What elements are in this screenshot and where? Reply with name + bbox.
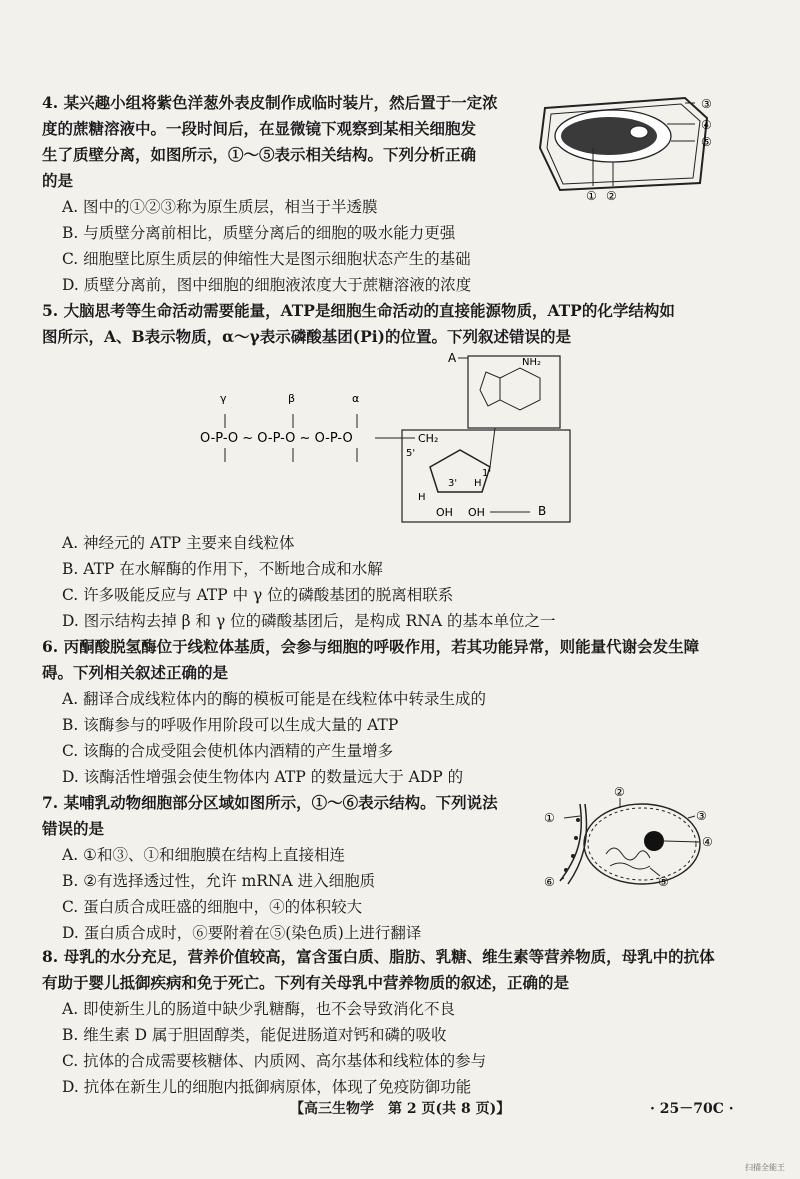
oh-left: OH	[436, 506, 453, 519]
q4-option-d: D. 质壁分离前，图中细胞的细胞液浓度大于蔗糖溶液的浓度	[62, 276, 472, 294]
question-6	[42, 634, 772, 790]
q4-stem-line: 生了质壁分离，如图所示，①～⑤表示相关结构。下列分析正确	[42, 145, 477, 164]
question-5-options	[42, 530, 772, 634]
c5-label: 5'	[406, 448, 416, 459]
q8-option-d: D. 抗体在新生儿的细胞内抵御病原体，体现了免疫防御功能	[62, 1078, 472, 1096]
q8-stem-line: 有助于婴儿抵御疾病和免于死亡。下列有关母乳中营养物质的叙述，正确的是	[42, 973, 570, 992]
q5-option-d: D. 图示结构去掉 β 和 γ 位的磷酸基团后，是构成 RNA 的基本单位之一	[62, 612, 556, 630]
fig7-label-5: ⑤	[658, 875, 669, 889]
fig4-label-3: ③	[701, 97, 712, 111]
er-membrane	[560, 804, 581, 881]
q4-stem-line: 4. 某兴趣小组将紫色洋葱外表皮制作成临时装片，然后置于一定浓	[42, 93, 498, 112]
fig4-label-1: ①	[586, 189, 597, 203]
fig7-label-6: ⑥	[544, 875, 555, 889]
q6-stem-line: 碍。下列相关叙述正确的是	[42, 663, 229, 682]
q4-cell-figure	[535, 88, 725, 208]
q8-stem-line: 8. 母乳的水分充足，营养价值较高，富含蛋白质、脂肪、乳糖、维生素等营养物质，母乳中的抗体	[42, 947, 715, 966]
question-5	[42, 298, 772, 350]
footer-page-info: 【高三生物学 第 2 页(共 8 页)】	[290, 1101, 511, 1117]
fig4-label-4: ④	[701, 118, 712, 132]
adenine-ring	[500, 368, 540, 410]
scanner-watermark: 扫描全能王	[745, 1163, 785, 1172]
beta-label: β	[288, 392, 296, 405]
q7-option-a: A. ①和③、①和细胞膜在结构上直接相连	[62, 846, 345, 864]
fig7-label-3: ③	[696, 809, 707, 823]
q6-option-d: D. 该酶活性增强会使生物体内 ATP 的数量远大于 ADP 的	[62, 768, 464, 786]
q5-stem-line: 5. 大脑思考等生命活动需要能量，ATP是细胞生命活动的直接能源物质，ATP的化学结构如	[42, 301, 675, 320]
q6-stem-line: 6. 丙酮酸脱氢酶位于线粒体基质，会参与细胞的呼吸作用，若其功能异常，则能量代谢会发生障	[42, 637, 700, 656]
q4-option-b: B. 与质壁分离前相比，质壁分离后的细胞的吸水能力更强	[62, 224, 456, 242]
fig7-label-2: ②	[614, 786, 625, 799]
q4-stem-line: 度的蔗糖溶液中。一段时间后，在显微镜下观察到某相关细胞发	[42, 119, 477, 138]
fig4-label-2: ②	[606, 189, 617, 203]
q6-option-c: C. 该酶的合成受阻会使机体内酒精的产生量增多	[62, 742, 394, 760]
q7-stem-line: 错误的是	[42, 819, 105, 838]
nh2-label: NH₂	[522, 357, 542, 368]
ribose-h-left: H	[418, 492, 426, 503]
q7-option-b: B. ②有选择透过性，允许 mRNA 进入细胞质	[62, 872, 376, 890]
nucleus	[630, 126, 648, 138]
nuclear-envelope	[584, 804, 700, 884]
adenine-box	[468, 356, 560, 428]
q5-stem-line: 图所示，A、B表示物质，α～γ表示磷酸基团(Pi)的位置。下列叙述错误的是	[42, 327, 572, 346]
oh-right: OH	[468, 506, 485, 519]
question-7	[42, 790, 522, 946]
adenine-ring-2	[480, 372, 500, 406]
q8-option-b: B. 维生素 D 属于胆固醇类，能促进肠道对钙和磷的吸收	[62, 1026, 447, 1044]
q8-option-c: C. 抗体的合成需要核糖体、内质网、高尔基体和线粒体的参与	[62, 1052, 487, 1070]
fig7-label-4: ④	[702, 835, 713, 849]
ribose-h-right: H	[474, 478, 482, 489]
q5-option-b: B. ATP 在水解酶的作用下，不断地合成和水解	[62, 560, 383, 578]
chromatin	[606, 848, 650, 860]
c1-label: 1'	[482, 468, 492, 479]
atp-label-b: B	[538, 504, 547, 518]
fig4-label-5: ⑤	[701, 135, 712, 149]
q7-cell-figure	[540, 786, 720, 891]
q4-option-c: C. 细胞壁比原生质层的伸缩性大是图示细胞状态产生的基础	[62, 250, 471, 268]
question-4	[42, 90, 522, 298]
atp-label-a: A	[448, 352, 457, 365]
gamma-label: γ	[220, 392, 227, 405]
q7-stem-line: 7. 某哺乳动物细胞部分区域如图所示，①～⑥表示结构。下列说法	[42, 793, 498, 812]
q4-option-a: A. 图中的①②③称为原生质层，相当于半透膜	[62, 198, 378, 216]
q8-option-a: A. 即使新生儿的肠道中缺少乳糖酶，也不会导致消化不良	[62, 1000, 456, 1018]
q6-option-b: B. 该酶参与的呼吸作用阶段可以生成大量的 ATP	[62, 716, 399, 734]
alpha-label: α	[352, 392, 360, 405]
c3-label: 3'	[448, 478, 458, 489]
question-8	[42, 944, 772, 1100]
q7-option-c: C. 蛋白质合成旺盛的细胞中，④的体积较大	[62, 898, 363, 916]
fig7-label-1: ①	[544, 811, 555, 825]
atp-structure-figure	[190, 352, 590, 527]
q5-option-c: C. 许多吸能反应与 ATP 中 γ 位的磷酸基团的脱离相联系	[62, 586, 454, 604]
q5-option-a: A. 神经元的 ATP 主要来自线粒体	[62, 534, 295, 552]
ch2-label: CH₂	[418, 432, 439, 445]
q7-option-d: D. 蛋白质合成时，⑥要附着在⑤(染色质)上进行翻译	[62, 924, 422, 942]
q4-stem-line: 的是	[42, 171, 74, 190]
nucleolus	[644, 831, 664, 851]
q6-option-a: A. 翻译合成线粒体内的酶的模板可能是在线粒体中转录生成的	[62, 690, 487, 708]
footer-exam-code: · 25－70C ·	[650, 1101, 734, 1117]
phosphate-chain: O-P-O ~ O-P-O ~ O-P-O	[200, 431, 353, 446]
